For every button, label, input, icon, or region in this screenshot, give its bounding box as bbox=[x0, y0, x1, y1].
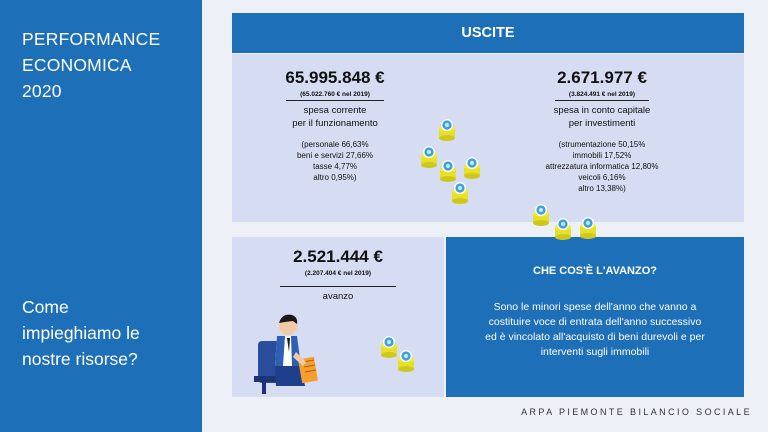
surplus-previous: (2.207.404 € nel 2019) bbox=[304, 270, 372, 277]
coin-icon bbox=[452, 182, 468, 204]
breakdown-line-4: altro 0,95%) bbox=[313, 173, 357, 182]
current-expense-previous: (65.022.760 € nel 2019) bbox=[300, 91, 370, 98]
title-line-3: 2020 bbox=[22, 81, 62, 101]
footer-brand: ARPA PIEMONTE BILANCIO SOCIALE bbox=[521, 407, 752, 417]
title-line-1: PERFORMANCE bbox=[22, 29, 161, 49]
breakdown-line-4: veicoli 6,16% bbox=[578, 173, 626, 182]
coin-icon bbox=[440, 160, 456, 182]
title-line-2: ECONOMICA bbox=[22, 55, 132, 75]
person-at-desk-icon bbox=[254, 315, 318, 394]
capital-expense-label-line-1: spesa in conto capitale bbox=[553, 105, 651, 116]
question-line-2: impieghiamo le bbox=[22, 323, 140, 343]
faq-line-1: Sono le minori spese dell'anno che vanno a bbox=[493, 301, 697, 313]
surplus-amount: 2.521.444 € bbox=[293, 247, 383, 266]
coin-icon bbox=[439, 119, 455, 141]
breakdown-line-1: (strumentazione 50,15% bbox=[558, 140, 646, 149]
question-line-3: nostre risorse? bbox=[22, 349, 138, 369]
current-expense-amount: 65.995.848 € bbox=[285, 68, 385, 87]
breakdown-line-5: altro 13,38%) bbox=[578, 184, 626, 193]
coin-icon bbox=[533, 204, 549, 226]
coin-icon bbox=[421, 146, 437, 168]
breakdown-line-2: beni e servizi 27,66% bbox=[296, 151, 374, 160]
coin-icon bbox=[555, 218, 571, 240]
coin-icon bbox=[464, 157, 480, 179]
faq-line-4: interventi sugli immobili bbox=[540, 346, 650, 358]
question-line-1: Come bbox=[22, 297, 69, 317]
capital-expense-previous: (3.824.491 € nel 2019) bbox=[568, 91, 636, 98]
breakdown-line-2: immobili 17,52% bbox=[572, 151, 632, 160]
breakdown-line-3: attrezzatura informatica 12,80% bbox=[545, 162, 659, 171]
capital-expense-amount: 2.671.977 € bbox=[557, 68, 647, 87]
faq-line-2: costituire voce di entrata dell'anno successivo bbox=[488, 316, 702, 328]
capital-expense-label-line-2: per investimenti bbox=[568, 118, 636, 129]
faq-title: CHE COS'È L'AVANZO? bbox=[533, 265, 657, 277]
surplus-label: avanzo bbox=[322, 291, 354, 302]
breakdown-line-1: (personale 66,63% bbox=[301, 140, 369, 149]
faq-line-3: ed è vincolato all'acquisto di beni durevoli e per bbox=[485, 331, 705, 343]
current-expense-label-line-1: spesa corrente bbox=[303, 105, 367, 116]
coin-icon bbox=[381, 336, 397, 358]
coin-icon bbox=[580, 217, 596, 239]
coin-icon bbox=[398, 350, 414, 372]
current-expense-label-line-2: per il funzionamento bbox=[292, 118, 378, 129]
breakdown-line-3: tasse 4,77% bbox=[312, 162, 358, 171]
section-header: USCITE bbox=[232, 13, 744, 53]
